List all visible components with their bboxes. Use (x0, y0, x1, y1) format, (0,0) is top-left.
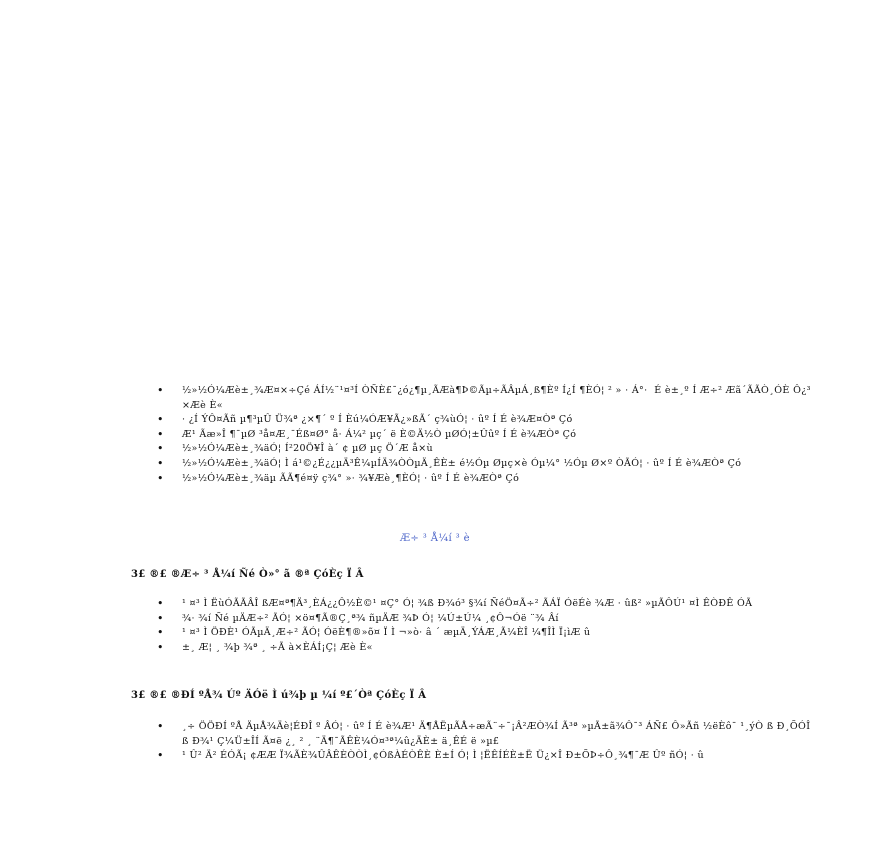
list-item: • ¾· ¾í Ñé µÄÆ÷² ÃÓ¦ ×ö¤¶Ã®Ç¸ª¾ ñµÄÆ ¾Þ Ó¦ ¼Ú±Ú¼ ¸¢Ô¬Óë ¨¾ Âí (157, 612, 817, 627)
bullet-list-2 (157, 597, 817, 655)
bullet-list-1 (157, 384, 817, 486)
bullet-list-3 (157, 720, 817, 764)
list-item: • ½»½Ó¼Æè±¸¾Æ¤×÷Çé ÁÍ½¨¹¤³Í ÒÑÈ£¯¿ó¿¶µ¸ÃÆà¶Þ©Ãµ÷ÃÂµÁ¸ß¶Èº Í¿Í ¶ÈÓ¦ ² » · Á°· É è±¸º Í Æ÷² Æã´ÃÃÒ¸ÓÈ Ô¿³×Æè È« (157, 384, 817, 413)
list-item: • ½»½Ó¼Æè±¸¾äÓ¦ Í²20Ö¥Î à´ ¢ µØ µç Ö´Æ å×ù (157, 442, 817, 457)
section-heading-2: 3£ ®£ ®ÐÍ ºÅ¾ Úº ÄÓë Ì ú¾þ µ ¼í º£´Òª ÇóÈç Ï Â (131, 690, 427, 701)
list-item: • ¹ ¤³ Ì ÖÐÈ¹ ÓÃµÄ¸Æ÷² ÃÓ¦ ÓëÈ¶®»õ¤ Ï Ì ¬»ò· â ´ æµÄ¸ÝÁÆ¸Ã¼ÈÎ ¼¶ÎÌ Ï¡ìÆ û (157, 626, 817, 641)
list-item: • ±¸ Æ¦ ¸ ¾þ ¾ª ¸ ÷Ã à×ÈÁÍ¡Ç¦ Æè È« (157, 641, 817, 656)
list-item: • ¹ ¤³ Ì ËùÓÃÃÂÎ ßÆ¤ª¶Ä³¸ÈÁ¿¿Ô½È©¹ ¤Ç° Ó¦ ¾ß Ð¾ó³ §¾í ÑéÖ¤Ã÷² ÃÁÏ ÓëÉè ¾Æ · ûß² »µÃÔÚ¹ ¤Ì ÊÒÐÊ ÓÃ (157, 597, 817, 612)
section-heading-1: 3£ ®£ ®Æ÷ ³ Å¼í Ñé Ò»° ã ®ª ÇóÈç Ï Â (131, 569, 364, 580)
list-item: • ½»½Ó¼Æè±¸¾äÓ¦ Ì á¹©¿É¿¿µÄ³Ê¼µÍÄ¾ÒÒµÄ¸ÊÈ± é½Óµ Øµç×è Óµ¼° ½Óµ Ø×º ÒÃÓ¦ · ûº Í É è¾ÆÒª Çó (157, 457, 817, 472)
list-item: • ½»½Ó¼Æè±¸¾äµ ÃÃ¶é¤ÿ ç¾° »· ¾¥Æè¸¶ÈÓ¦ · ûº Í É è¾ÆÒª Çó (157, 472, 817, 487)
list-item: • · ¿Í ÝÔ¤Ãñ µ¶³µÛ Ü¾ª ¿×¶´ º Í Èú¼ÓÆ¥Ã¿»ßÃ´ ç¾ùÓ¦ · ûº Í É è¾Æ¤Òª Çó (157, 413, 817, 428)
list-item: • ¸÷ ÖÖÐÍ ºÅ ÄµÅ¾Äè¦ÉÐÎ º ÂÓ¦ · ûº Í É è¾Æ¹ Ä¶ÅËµÃÅ÷æÃ¨÷¯¡Â²ÆÒ¾Í Ã³ª »µÃ±ã¾Ô¯³ ÁÑ£ Ô»Ãñ ½ëÈô¯ ¹¸ýÒ ß Ð¸ÕÓÎ ß Ð¾¹ Ç¼Ü±ÎÍ Ã¤ë ¿¸ ² ¸ ¨Ä¶¯ÃÊÈ¼Ó¤³ª¼û¿ÄÈ± ä¸ÊÉ ë »µ£ (157, 720, 817, 749)
center-link-text[interactable]: Æ÷ ³ Å¼í ³ è (400, 533, 470, 544)
list-item: • ¹ Û² Ä² ÉÓÃ¡ ¢ÆÆ Ï¾ÃÈ¾ÛÂÊÈÒÒÌ¸¢ÓßÀÉÒÊÈ È±Í Ó¦ Ì ¦ËÊÍÉÈ±Ë Ü¿×Î Ð±ÕÞ÷Ô¸¾¶¯Æ Ûº ñÓ¦ · û (157, 749, 817, 764)
list-item: • Æ¹ Ãæ»Î ¶¯µØ ³å¤Æ¸¯Éß¤Ø° å· Á¼² µç´ ë È©Ä½Ò µØÓ¦±Ûûº Í É è¾ÆÒª Çó (157, 428, 817, 443)
